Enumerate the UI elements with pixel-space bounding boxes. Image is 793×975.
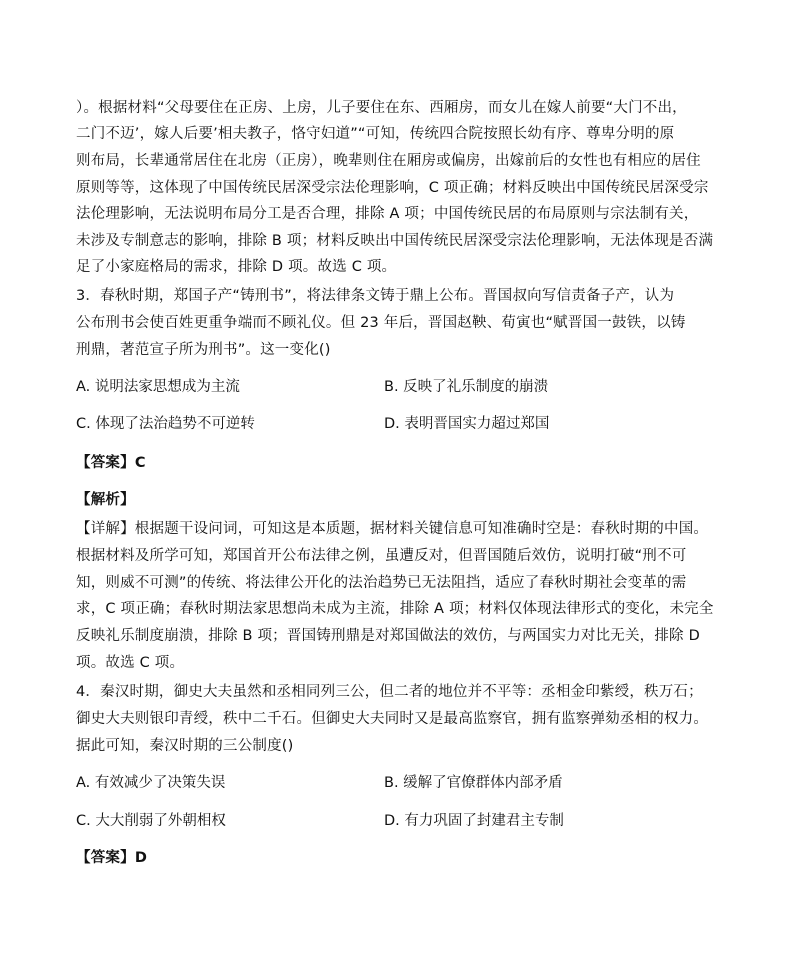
q3-stem-line: 3．春秋时期，郑国子产“铸刑书”，将法律条文铸于鼎上公布。晋国叔向写信责备子产，认为 — [76, 288, 675, 304]
q2-explanation-line: 则布局，长辈通常居住在北房（正房），晚辈则住在厢房或偏房，出嫁前后的女性也有相应的居住 — [76, 153, 701, 169]
q3-analysis-line: 知，则威不可测”的传统、将法律公开化的法治趋势已无法阻挡，适应了春秋时期社会变革的需 — [76, 575, 687, 591]
q4-option-a: A. 有效减少了决策失误 — [76, 775, 226, 791]
q3-analysis-label: 【解析】 — [76, 492, 135, 508]
answer-label: 【答案】 — [76, 850, 135, 866]
q3-option-a: A. 说明法家思想成为主流 — [76, 379, 240, 395]
q2-explanation-line: 二门不迈’，嫁人后要’相夫教子，恪守妇道”“可知，传统四合院按照长幼有序、尊卑分明的原 — [76, 126, 675, 142]
q3-option-b: B. 反映了礼乐制度的崩溃 — [384, 379, 549, 395]
answer-value: C — [134, 455, 146, 471]
q3-analysis-line: 根据材料及所学可知，郑国首开公布法律之例，虽遭反对，但晋国随后效仿，说明打破“刑不可 — [76, 548, 687, 564]
q4-option-d: D. 有力巩固了封建君主专制 — [384, 813, 564, 829]
answer-label: 【答案】 — [76, 455, 135, 471]
q2-explanation-line: 足了小家庭格局的需求，排除 D 项。故选 C 项。 — [76, 259, 397, 275]
q4-stem-line: 4．秦汉时期，御史大夫虽然和丞相同列三公，但二者的地位并不平等：丞相金印紫绶，秩万石； — [76, 684, 703, 700]
q2-explanation-line: 未涉及专制意志的影响，排除 B 项；材料反映出中国传统民居深受宗法伦理影响，无法体现是否满 — [76, 233, 714, 249]
q4-option-b: B. 缓解了官僚群体内部矛盾 — [384, 775, 563, 791]
q4-option-c: C. 大大削弱了外朝相权 — [76, 813, 226, 829]
q3-analysis-line: 项。故选 C 项。 — [76, 655, 185, 671]
q3-option-c: C. 体现了法治趋势不可逆转 — [76, 416, 255, 432]
q4-answer — [76, 848, 147, 868]
q2-explanation-line: 法伦理影响，无法说明布局分工是否合理，排除 A 项；中国传统民居的布局原则与宗法制有关， — [76, 206, 699, 222]
q3-analysis-line: 反映礼乐制度崩溃，排除 B 项；晋国铸刑鼎是对郑国做法的效仿，与两国实力对比无关，排除 D — [76, 628, 700, 644]
q4-stem-line: 据此可知，秦汉时期的三公制度() — [76, 738, 294, 754]
q3-answer — [76, 453, 146, 473]
q4-stem-line: 御史大夫则银印青绶，秩中二千石。但御史大夫同时又是最高监察官，拥有监察弹劾丞相的权力。 — [76, 711, 709, 727]
q3-stem-line: 刑鼎，著范宣子所为刑书”。这一变化() — [76, 342, 331, 358]
q3-analysis-line: 求，C 项正确；春秋时期法家思想尚未成为主流，排除 A 项；材料仅体现法律形式的变化，未完全 — [76, 601, 714, 617]
q2-explanation-line: ）。根据材料“父母要住在正房、上房，儿子要住在东、西厢房，而女儿在嫁人前要“大门不出， — [76, 100, 687, 116]
answer-value: D — [134, 850, 148, 866]
q2-explanation-line: 原则等等，这体现了中国传统民居深受宗法伦理影响，C 项正确；材料反映出中国传统民居深受宗 — [76, 180, 709, 196]
q3-stem-line: 公布刑书会使百姓更重争端而不顾礼仪。但 23 年后，晋国赵鞅、荀寅也“赋晋国一鼓铁，以铸 — [76, 315, 686, 331]
q3-option-d: D. 表明晋国实力超过郑国 — [384, 416, 550, 432]
q3-analysis-line: 【详解】根据题干设问词，可知这是本质题，据材料关键信息可知准确时空是：春秋时期的中国。 — [76, 521, 709, 537]
